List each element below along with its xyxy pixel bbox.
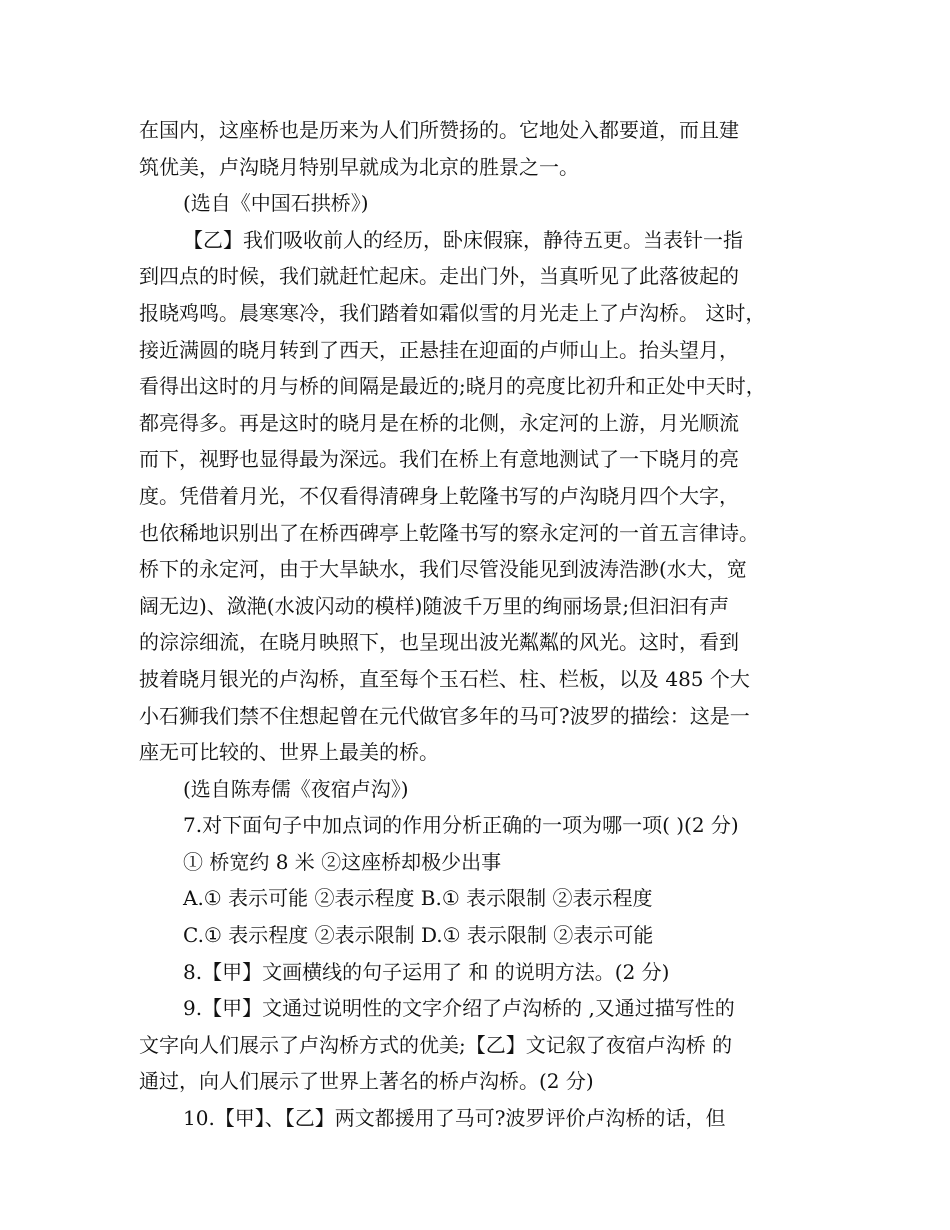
text-line: 报晓鸡鸣。晨寒寒冷，我们踏着如霜似雪的月光走上了卢沟桥。 这时，: [139, 300, 766, 325]
text-line: 通过，向人们展示了世界上著名的桥卢沟桥。(2 分): [139, 1069, 594, 1094]
text-line: 而下，视野也显得最为深远。我们在桥上有意地测试了一下晓月的亮: [139, 447, 739, 472]
text-line: 座无可比较的、世界上最美的桥。: [139, 740, 439, 765]
text-line: 披着晓月银光的卢沟桥，直至每个玉石栏、柱、栏板，以及 485 个大: [139, 666, 750, 691]
text-line: 10.【甲】、【乙】两文都援用了马可?波罗评价卢沟桥的话，但: [183, 1106, 726, 1131]
text-line: 度。凭借着月光，不仅看得清碑身上乾隆书写的卢沟晓月四个大字，: [139, 483, 739, 508]
text-line: 【乙】我们吸收前人的经历，卧床假寐，静待五更。当表针一指: [183, 227, 743, 252]
text-line: 小石狮我们禁不住想起曾在元代做官多年的马可?波罗的描绘：这是一: [139, 703, 750, 728]
text-line: 到四点的时候，我们就赶忙起床。走出门外，当真听见了此落彼起的: [139, 264, 739, 289]
document-body: [139, 112, 829, 1137]
text-line: 7.对下面句子中加点词的作用分析正确的一项为哪一项( )(2 分): [183, 813, 739, 838]
text-line: (选自陈寿儒《夜宿卢沟》): [183, 776, 409, 801]
text-line: 也依稀地识别出了在桥西碑亭上乾隆书写的察永定河的一首五言律诗。: [139, 520, 759, 545]
text-line: 文字向人们展示了卢沟桥方式的优美;【乙】文记叙了夜宿卢沟桥 的: [139, 1032, 733, 1057]
text-line: 在国内，这座桥也是历来为人们所赞扬的。它地处入都要道，而且建: [139, 118, 739, 142]
text-line: C.① 表示程度 ②表示限制 D.① 表示限制 ②表示可能: [183, 923, 654, 948]
text-line: 9.【甲】文通过说明性的文字介绍了卢沟桥的 ,又通过描写性的: [183, 996, 735, 1021]
text-line: 阔无边)、潋滟(水波闪动的模样)随波千万里的绚丽场景;但汩汩有声: [139, 593, 730, 618]
text-line: 看得出这时的月与桥的间隔是最近的;晓月的亮度比初升和正处中天时，: [139, 374, 766, 399]
text-line: 桥下的永定河，由于大旱缺水，我们尽管没能见到波涛浩渺(水大，宽: [139, 557, 747, 582]
text-line: 的淙淙细流，在晓月映照下，也呈现出波光粼粼的风光。这时，看到: [139, 630, 739, 655]
text-line: 都亮得多。再是这时的晓月是在桥的北侧，永定河的上游，月光顺流: [139, 410, 739, 435]
text-line: 8.【甲】文画横线的句子运用了 和 的说明方法。(2 分): [183, 959, 670, 984]
text-line: (选自《中国石拱桥》): [183, 191, 369, 216]
text-line: A.① 表示可能 ②表示程度 B.① 表示限制 ②表示程度: [183, 886, 653, 911]
text-line: ① 桥宽约 8 米 ②这座桥却极少出事: [183, 849, 502, 874]
text-line: 筑优美，卢沟晓月特别早就成为北京的胜景之一。: [139, 154, 579, 179]
text-line: 接近满圆的晓月转到了西天，正悬挂在迎面的卢师山上。抬头望月，: [139, 337, 739, 362]
